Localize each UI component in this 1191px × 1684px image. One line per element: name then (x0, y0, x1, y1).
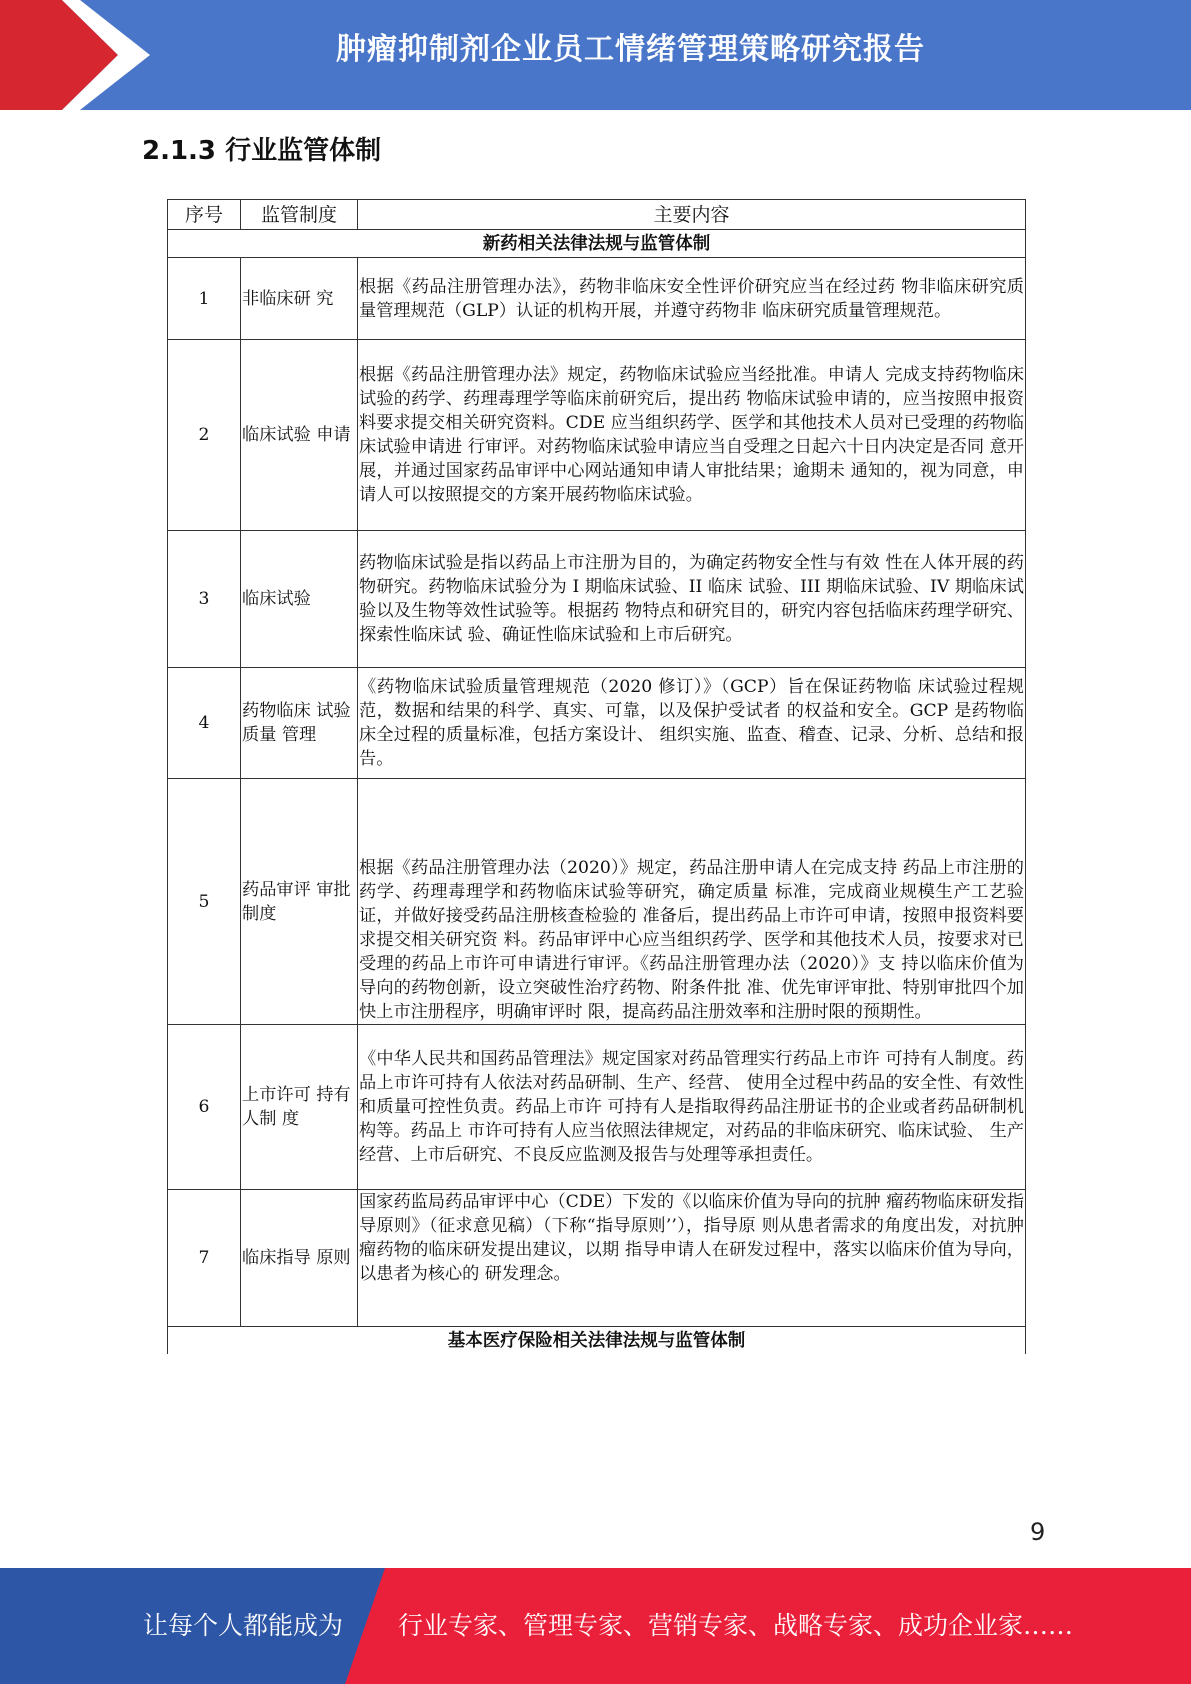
footer-slogan-left: 让每个人都能成为 (143, 1611, 344, 1640)
row-name: 药物临床 试验质量 管理 (241, 668, 358, 779)
row-name: 临床指导 原则 (241, 1190, 358, 1327)
header-arrow-icon (0, 0, 200, 110)
row-content: 根据《药品注册管理办法（2020）》规定，药品注册申请人在完成支持 药品上市注册的药学、药理毒理学和药物临床试验等研究，确定质量 标准，完成商业规模生产工艺验证，并做好接受药品注册核查检验的 准备后，提出药品上市许可申请，按照申报资料要求提交相关研究资 料。药品审评中心应当组织药学、医学和其他技术人员，按要求对已 受理的药品上市许可申请进行审评。《药品注册管理办法（2020）》支 持以临床价值为导向的药物创新，设立突破性治疗药物、附条件批 准、优先审评审批、特别审批四个加快上市注册程序，明确审评时 限，提高药品注册效率和注册时限的预期性。 (358, 779, 1026, 1025)
row-content: 国家药监局药品审评中心（CDE）下发的《以临床价值为导向的抗肿 瘤药物临床研发指导原则》（征求意见稿）（下称“指导原则’’），指导原 则从患者需求的角度出发，对抗肿瘤药物的临床研发提出建议，以期 指导申请人在研发过程中，落实以临床价值为导向，以患者为核心的 研发理念。 (358, 1190, 1026, 1327)
regulation-table (167, 199, 1026, 1354)
row-no: 3 (168, 531, 241, 668)
table-row (168, 779, 1026, 1025)
row-name: 临床试验 (241, 531, 358, 668)
row-no: 2 (168, 340, 241, 531)
header-system: 监管制度 (241, 200, 358, 230)
header-content: 主要内容 (358, 200, 1026, 230)
row-no: 7 (168, 1190, 241, 1327)
row-name: 药品审评 审批制度 (241, 779, 358, 1025)
section-heading: 2.1.3 行业监管体制 (142, 136, 382, 166)
page-footer (0, 1568, 1191, 1684)
header-no: 序号 (168, 200, 241, 230)
page-header (0, 0, 1191, 110)
table-row (168, 340, 1026, 531)
report-title: 肿瘤抑制剂企业员工情绪管理策略研究报告 (336, 32, 925, 67)
row-no: 4 (168, 668, 241, 779)
group-title: 基本医疗保险相关法律法规与监管体制 (168, 1327, 1026, 1355)
page-number: 9 (1030, 1518, 1046, 1546)
group-row (168, 230, 1026, 258)
row-name: 临床试验 申请 (241, 340, 358, 531)
row-name: 非临床研 究 (241, 258, 358, 340)
row-content: 根据《药品注册管理办法》规定，药物临床试验应当经批准。申请人 完成支持药物临床试验的药学、药理毒理学等临床前研究后，提出药 物临床试验申请的，应当按照申报资料要求提交相关研究资料。CDE 应当组织药学、医学和其他技术人员对已受理的药物临床试验申请进 行审评。对药物临床试验申请应当自受理之日起六十日内决定是否同 意开展，并通过国家药品审评中心网站通知申请人审批结果；逾期未 通知的，视为同意，申请人可以按照提交的方案开展药物临床试验。 (358, 340, 1026, 531)
row-name: 上市许可 持有人制 度 (241, 1025, 358, 1190)
row-content: 根据《药品注册管理办法》，药物非临床安全性评价研究应当在经过药 物非临床研究质量管理规范（GLP）认证的机构开展，并遵守药物非 临床研究质量管理规范。 (358, 258, 1026, 340)
row-no: 5 (168, 779, 241, 1025)
table-header-row (168, 200, 1026, 230)
table-row (168, 1190, 1026, 1327)
row-content: 药物临床试验是指以药品上市注册为目的，为确定药物安全性与有效 性在人体开展的药物研究。药物临床试验分为 I 期临床试验、II 临床 试验、III 期临床试验、IV 期临床试验以及生物等效性试验等。根据药 物特点和研究目的，研究内容包括临床药理学研究、探索性临床试 验、确证性临床试验和上市后研究。 (358, 531, 1026, 668)
row-no: 6 (168, 1025, 241, 1190)
table-row (168, 258, 1026, 340)
group-row (168, 1327, 1026, 1355)
table-row (168, 531, 1026, 668)
group-title: 新药相关法律法规与监管体制 (168, 230, 1026, 258)
row-no: 1 (168, 258, 241, 340)
row-content: 《药物临床试验质量管理规范（2020 修订）》（GCP）旨在保证药物临 床试验过程规范，数据和结果的科学、真实、可靠，以及保护受试者 的权益和安全。GCP 是药物临床全过程的质量标准，包括方案设计、 组织实施、监查、稽查、记录、分析、总结和报告。 (358, 668, 1026, 779)
table-row (168, 1025, 1026, 1190)
footer-slogan-right: 行业专家、管理专家、营销专家、战略专家、成功企业家…… (398, 1611, 1074, 1640)
table-row (168, 668, 1026, 779)
row-content: 《中华人民共和国药品管理法》规定国家对药品管理实行药品上市许 可持有人制度。药品上市许可持有人依法对药品研制、生产、经营、 使用全过程中药品的安全性、有效性和质量可控性负责。药品上市许 可持有人是指取得药品注册证书的企业或者药品研制机构等。药品上 市许可持有人应当依照法律规定，对药品的非临床研究、临床试验、 生产经营、上市后研究、不良反应监测及报告与处理等承担责任。 (358, 1025, 1026, 1190)
